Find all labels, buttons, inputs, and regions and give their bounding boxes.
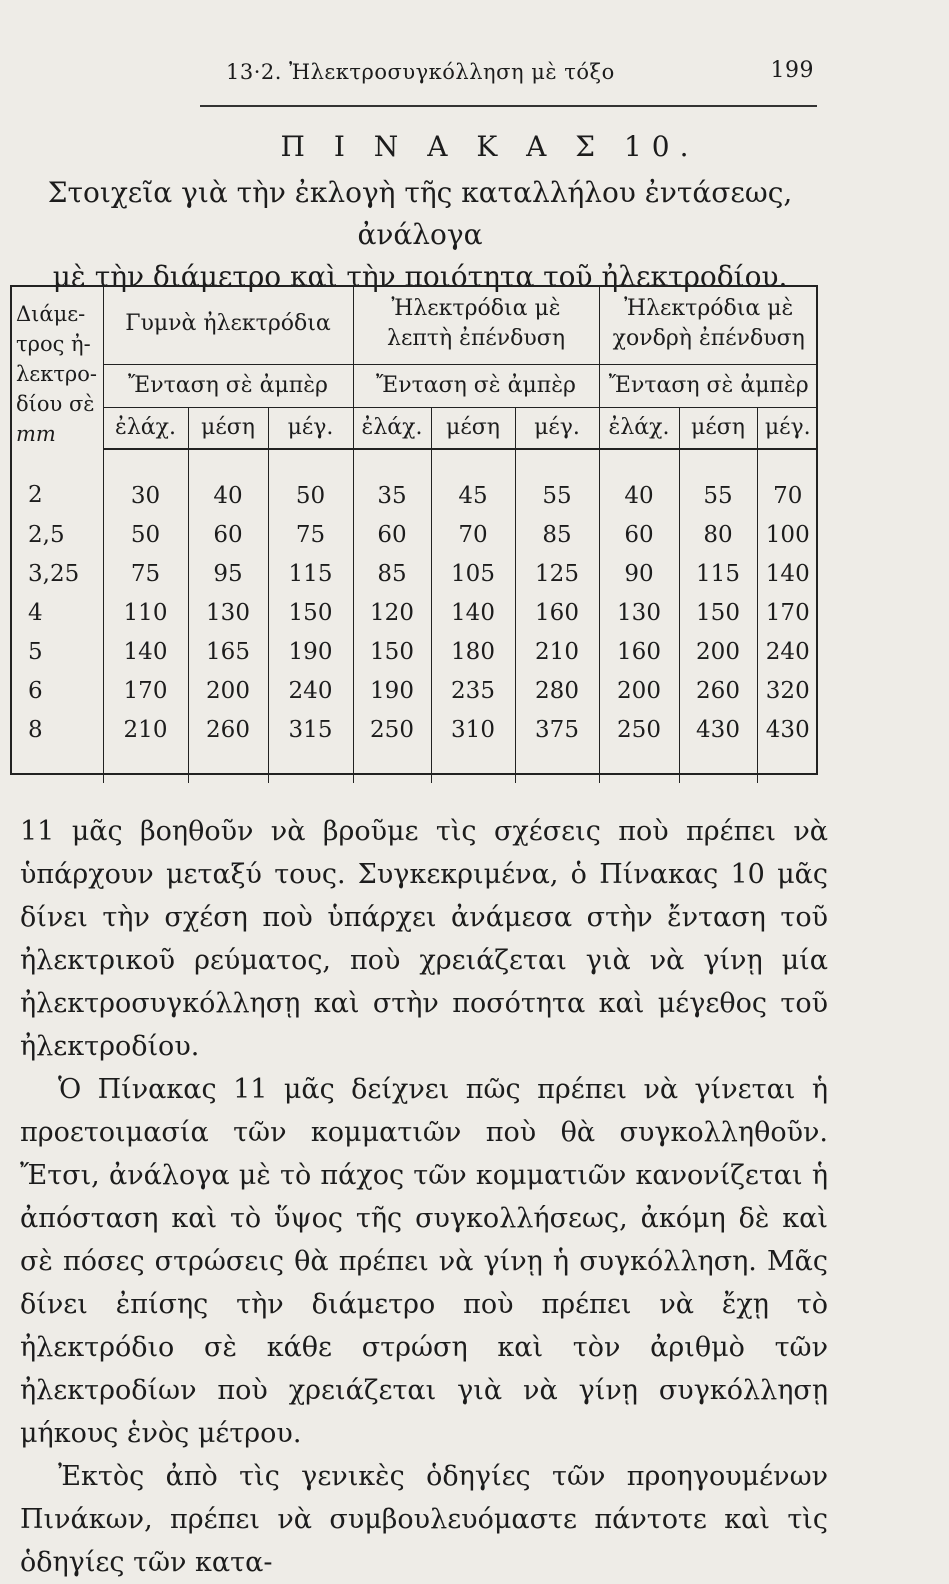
group-name: χονδρὴ ἐπένδυση xyxy=(612,326,805,352)
sub-header-avg: μέση xyxy=(188,407,268,449)
current-cell: 70 xyxy=(431,515,515,554)
current-cell: 140 xyxy=(765,560,810,587)
current-cell: 130 xyxy=(599,593,679,632)
current-cell: 160 xyxy=(515,593,599,632)
diameter-cell: 8 xyxy=(10,710,103,783)
header-rule xyxy=(200,105,817,107)
current-cell: 115 xyxy=(268,554,353,593)
page-number: 199 xyxy=(770,58,814,83)
paragraph: 11 μᾶς βοηθοῦν νὰ βροῦμε τὶς σχέσεις ποὺ πρέπει νὰ ὑπάρχουν μεταξύ τους. Συγκεκριμένα, ὁ Πίνακας 10 μᾶς δίνει τὴν σχέση ποὺ ὑπάρχει ἀνάμεσα στὴν ἔνταση τοῦ ἠλεκτρικοῦ ρεύματος, ποὺ χρειάζεται γιὰ νὰ γίνῃ μία ἠλεκτροσυγκόλλησῃ καὶ στὴν ποσότητα καὶ μέγεθος τοῦ ἠλεκτροδίου. xyxy=(20,816,828,1062)
current-cell: 110 xyxy=(103,593,188,632)
current-cell: 250 xyxy=(353,710,431,783)
paragraph: Ἐκτὸς ἀπὸ τὶς γενικὲς ὁδηγίες τῶν προηγουμένων Πινάκων, πρέπει νὰ συμβουλευόμαστε πάντοτε καὶ τὶς ὁδηγίες τῶν κατα- xyxy=(20,1461,828,1578)
intensity-header: Ἔνταση σὲ ἀμπὲρ xyxy=(103,364,353,407)
group-name: Ἠλεκτρόδια μὲ xyxy=(624,296,794,322)
diameter-cell: 5 xyxy=(10,632,103,671)
current-cell: 95 xyxy=(188,554,268,593)
current-cell: 430 xyxy=(765,716,810,743)
current-cell: 50 xyxy=(103,515,188,554)
current-table xyxy=(10,285,818,783)
current-cell: 240 xyxy=(765,638,810,665)
header-line: τρος ἠ- xyxy=(16,332,91,356)
diameter-cell: 6 xyxy=(10,671,103,710)
table-title: Π Ι Ν Α Κ Α Σ 10. xyxy=(280,130,699,163)
current-cell: 280 xyxy=(515,671,599,710)
group-header-bare xyxy=(103,285,353,364)
current-cell: 235 xyxy=(431,671,515,710)
current-cell: 200 xyxy=(679,632,757,671)
current-cell: 85 xyxy=(515,515,599,554)
current-cell: 60 xyxy=(599,515,679,554)
table-row xyxy=(10,593,818,632)
group-name: λεπτὴ ἐπένδυση xyxy=(387,326,565,352)
sub-header-min: ἐλάχ. xyxy=(103,407,188,449)
sub-header-max: μέγ. xyxy=(515,407,599,449)
running-head xyxy=(226,60,814,84)
current-cell: 170 xyxy=(103,671,188,710)
current-cell: 55 xyxy=(679,449,757,515)
current-cell: 90 xyxy=(599,554,679,593)
sub-header-max: μέγ. xyxy=(757,407,818,449)
current-cell: 140 xyxy=(103,632,188,671)
header-line: Διάμε- xyxy=(16,302,86,326)
caption-line: Στοιχεῖα γιὰ τὴν ἐκλογὴ τῆς καταλλήλου ἐντάσεως, ἀνάλογα xyxy=(47,176,793,251)
current-cell: 30 xyxy=(103,449,188,515)
current-cell: 125 xyxy=(515,554,599,593)
header-line: λεκτρο- xyxy=(16,362,98,386)
current-cell: 45 xyxy=(431,449,515,515)
current-cell: 80 xyxy=(679,515,757,554)
table-row xyxy=(10,710,818,783)
intensity-header: Ἔνταση σὲ ἀμπὲρ xyxy=(599,364,818,407)
diameter-cell: 4 xyxy=(10,593,103,632)
sub-header-min: ἐλάχ. xyxy=(353,407,431,449)
current-cell: 240 xyxy=(268,671,353,710)
current-cell: 150 xyxy=(353,632,431,671)
current-cell: 105 xyxy=(431,554,515,593)
table-caption xyxy=(10,172,830,298)
current-cell: 375 xyxy=(515,710,599,783)
group-name: Γυμνὰ ἠλεκτρόδια xyxy=(125,311,331,337)
current-cell: 70 xyxy=(773,482,803,509)
table-row xyxy=(10,515,818,554)
current-cell: 50 xyxy=(268,449,353,515)
current-cell: 260 xyxy=(188,710,268,783)
intensity-header: Ἔνταση σὲ ἀμπὲρ xyxy=(353,364,599,407)
group-header-thick xyxy=(599,285,818,364)
sub-header-max: μέγ. xyxy=(268,407,353,449)
current-cell: 190 xyxy=(268,632,353,671)
current-cell: 140 xyxy=(431,593,515,632)
current-cell: 150 xyxy=(679,593,757,632)
sub-header-min: ἐλάχ. xyxy=(599,407,679,449)
table-row xyxy=(10,449,818,515)
current-cell: 190 xyxy=(353,671,431,710)
table-row xyxy=(10,671,818,710)
current-cell: 100 xyxy=(765,521,810,548)
current-cell: 75 xyxy=(268,515,353,554)
diameter-cell: 3,25 xyxy=(10,554,103,593)
current-cell: 180 xyxy=(431,632,515,671)
diameter-cell: 2,5 xyxy=(10,515,103,554)
current-cell: 60 xyxy=(188,515,268,554)
current-cell: 170 xyxy=(765,599,810,626)
current-cell: 120 xyxy=(353,593,431,632)
current-cell: 320 xyxy=(765,677,810,704)
current-cell: 200 xyxy=(599,671,679,710)
caption-line: μὲ τὴν διάμετρο καὶ τὴν ποιότητα τοῦ ἠλεκτροδίου. xyxy=(52,260,788,293)
current-cell: 40 xyxy=(599,449,679,515)
current-cell: 60 xyxy=(353,515,431,554)
current-cell: 310 xyxy=(431,710,515,783)
current-cell: 210 xyxy=(103,710,188,783)
table-row xyxy=(10,554,818,593)
current-cell: 130 xyxy=(188,593,268,632)
current-cell: 210 xyxy=(515,632,599,671)
sub-header-avg: μέση xyxy=(431,407,515,449)
current-cell: 200 xyxy=(188,671,268,710)
current-cell: 250 xyxy=(599,710,679,783)
group-name: Ἠλεκτρόδια μὲ xyxy=(391,296,561,322)
current-cell: 55 xyxy=(515,449,599,515)
current-cell: 150 xyxy=(268,593,353,632)
current-cell: 165 xyxy=(188,632,268,671)
table-body xyxy=(10,449,818,783)
header-line: δίου σὲ xyxy=(16,392,95,416)
current-cell: 40 xyxy=(188,449,268,515)
current-cell: 430 xyxy=(679,710,757,783)
header-line: mm xyxy=(16,422,56,446)
diameter-header xyxy=(10,285,103,449)
diameter-cell: 2 xyxy=(10,449,103,515)
current-cell: 75 xyxy=(103,554,188,593)
paragraph: Ὁ Πίνακας 11 μᾶς δείχνει πῶς πρέπει νὰ γίνεται ἡ προετοιμασία τῶν κομματιῶν ποὺ θὰ συγκολληθοῦν. Ἔτσι, ἀνάλογα μὲ τὸ πάχος τῶν κομματιῶν κανονίζεται ἡ ἀπόσταση καὶ τὸ ὕψος τῆς συγκολλήσεως, ἀκόμη δὲ καὶ σὲ πόσες στρώσεις θὰ πρέπει νὰ γίνῃ ἡ συγκόλληση. Μᾶς δίνει ἐπίσης τὴν διάμετρο ποὺ πρέπει νὰ ἔχῃ τὸ ἠλεκτρόδιο σὲ κάθε στρώση καὶ τὸν ἀριθμὸ τῶν ἠλεκτροδίων ποὺ χρειάζεται γιὰ νὰ γίνῃ συγκόλλησῃ μήκους ἑνὸς μέτρου. xyxy=(20,1074,828,1449)
current-cell: 115 xyxy=(679,554,757,593)
table-row xyxy=(10,632,818,671)
sub-header-avg: μέση xyxy=(679,407,757,449)
body-text xyxy=(20,810,828,1584)
group-header-thin xyxy=(353,285,599,364)
current-cell: 160 xyxy=(599,632,679,671)
current-cell: 85 xyxy=(353,554,431,593)
current-cell: 35 xyxy=(353,449,431,515)
current-cell: 260 xyxy=(679,671,757,710)
current-cell: 315 xyxy=(268,710,353,783)
section-title: 13·2. Ἠλεκτροσυγκόλληση μὲ τόξο xyxy=(226,60,615,84)
